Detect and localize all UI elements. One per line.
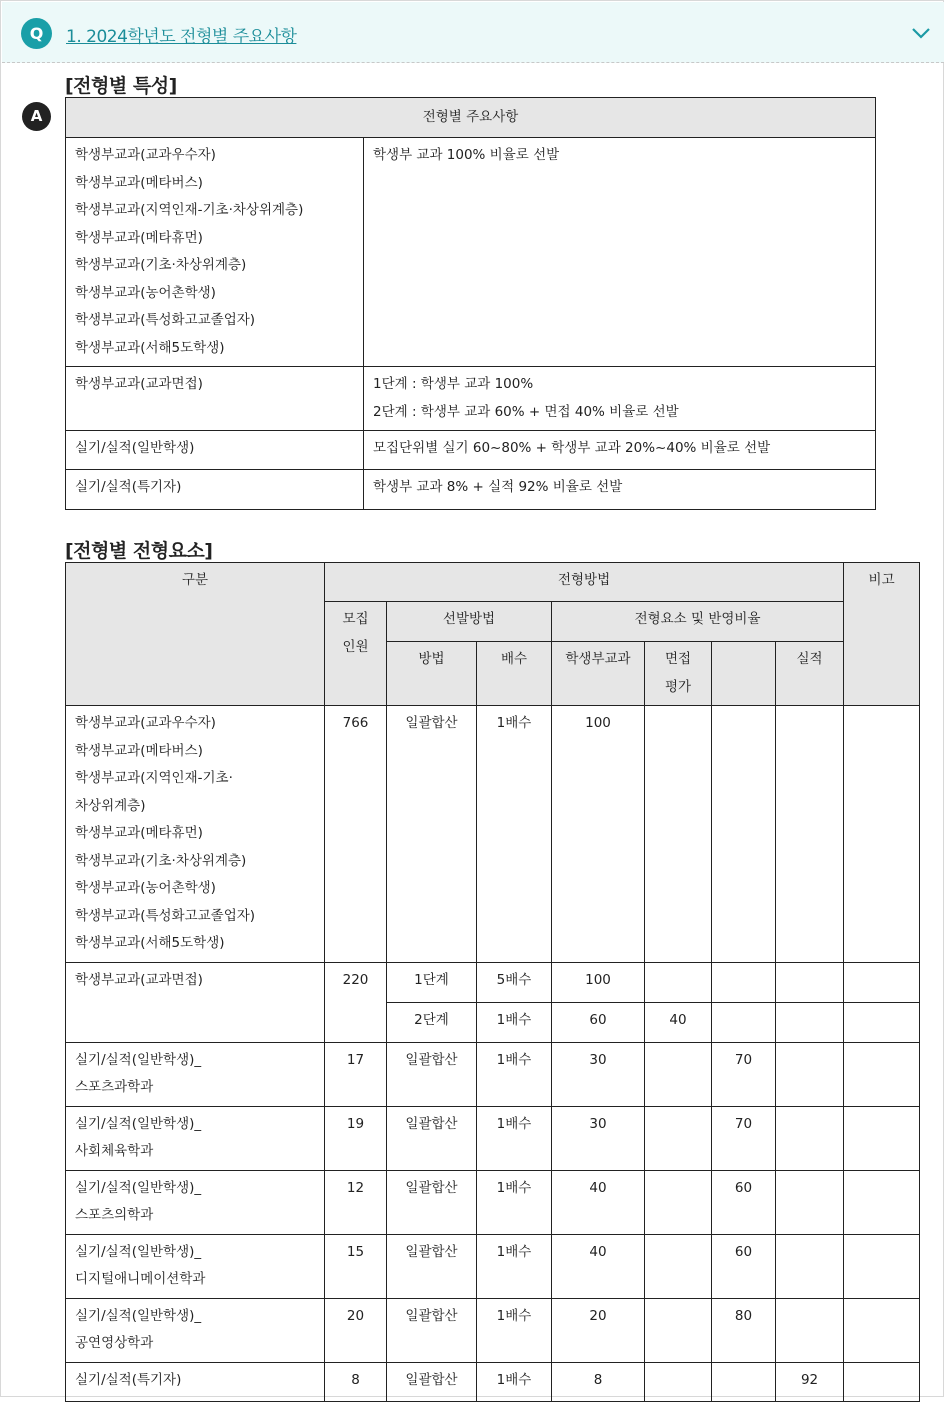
category-cell bbox=[66, 706, 325, 963]
table-row bbox=[66, 138, 876, 367]
school-cell: 20 bbox=[552, 1298, 645, 1362]
admission-type-cell bbox=[66, 367, 364, 431]
features-table-header: 전형별 주요사항 bbox=[66, 98, 876, 138]
remarks-cell bbox=[844, 706, 920, 963]
quota-cell: 20 bbox=[325, 1298, 387, 1362]
method-cell: 1단계 bbox=[387, 962, 477, 1002]
admission-type-cell bbox=[66, 138, 364, 367]
practical-cell: 60 bbox=[712, 1170, 776, 1234]
cell-line: 실기/실적(일반학생)_ bbox=[75, 1307, 202, 1324]
method-cell: 일괄합산 bbox=[387, 1298, 477, 1362]
achievement-cell bbox=[776, 1042, 844, 1106]
cell-line: 차상위계층) bbox=[75, 797, 146, 814]
achievement-cell bbox=[776, 706, 844, 963]
cell-line: 학생부 교과 100% 비율로 선발 bbox=[373, 147, 560, 163]
cell-line: 학생부 교과 8% + 실적 92% 비율로 선발 bbox=[373, 479, 623, 495]
cell-line: 학생부교과(특성화고교졸업자) bbox=[75, 907, 256, 924]
interview-cell bbox=[645, 1042, 712, 1106]
header-interview: 면접 평가 bbox=[645, 642, 712, 706]
cell-line: 실기/실적(특기자) bbox=[75, 1371, 182, 1388]
interview-cell: 40 bbox=[645, 1002, 712, 1042]
method-cell: 일괄합산 bbox=[387, 1362, 477, 1401]
cell-line: 학생부교과(교과우수자) bbox=[75, 147, 216, 163]
table-row bbox=[66, 962, 920, 1002]
cell-line: 실기/실적(일반학생)_ bbox=[75, 1115, 202, 1132]
header-method-group: 전형방법 bbox=[325, 563, 844, 602]
interview-cell bbox=[645, 1170, 712, 1234]
multiple-cell: 1배수 bbox=[477, 1298, 552, 1362]
quota-cell: 12 bbox=[325, 1170, 387, 1234]
table-row bbox=[66, 1298, 920, 1362]
interview-cell bbox=[645, 962, 712, 1002]
achievement-cell: 92 bbox=[776, 1362, 844, 1401]
practical-cell bbox=[712, 962, 776, 1002]
table-row bbox=[66, 1234, 920, 1298]
category-cell bbox=[66, 1362, 325, 1401]
multiple-cell: 1배수 bbox=[477, 1170, 552, 1234]
section1-heading: [전형별 특성] bbox=[65, 75, 177, 97]
multiple-cell: 1배수 bbox=[477, 706, 552, 963]
chevron-down-icon[interactable] bbox=[910, 22, 932, 44]
table-row bbox=[66, 431, 876, 470]
cell-line: 1단계 : 학생부 교과 100% bbox=[373, 376, 534, 392]
remarks-cell bbox=[844, 1298, 920, 1362]
header-achievement: 실적 bbox=[776, 642, 844, 706]
school-cell: 40 bbox=[552, 1170, 645, 1234]
table-row bbox=[66, 1170, 920, 1234]
school-cell: 60 bbox=[552, 1002, 645, 1042]
multiple-cell: 1배수 bbox=[477, 1002, 552, 1042]
cell-line: 학생부교과(서해5도학생) bbox=[75, 935, 225, 951]
table-row bbox=[66, 1106, 920, 1170]
description-cell bbox=[364, 367, 876, 431]
practical-cell bbox=[712, 706, 776, 963]
cell-line: 사회체육학과 bbox=[75, 1143, 154, 1159]
multiple-cell: 5배수 bbox=[477, 962, 552, 1002]
description-cell bbox=[364, 431, 876, 470]
method-cell: 일괄합산 bbox=[387, 1170, 477, 1234]
category-cell bbox=[66, 962, 325, 1042]
table-row bbox=[66, 367, 876, 431]
quota-cell: 15 bbox=[325, 1234, 387, 1298]
header-quota: 모집 인원 bbox=[325, 602, 387, 706]
cell-line: 스포츠의학과 bbox=[75, 1207, 154, 1223]
interview-cell bbox=[645, 1298, 712, 1362]
school-cell: 100 bbox=[552, 962, 645, 1002]
cell-line: 학생부교과(지역인재-기초· bbox=[75, 770, 233, 786]
header-selection: 선발방법 bbox=[387, 602, 552, 642]
cell-line: 학생부교과(교과면접) bbox=[75, 971, 203, 988]
cell-line: 학생부교과(메타버스) bbox=[75, 174, 203, 191]
cell-line: 모집단위별 실기 60~80% + 학생부 교과 20%~40% 비율로 선발 bbox=[373, 440, 771, 456]
school-cell: 40 bbox=[552, 1234, 645, 1298]
cell-line: 스포츠과학과 bbox=[75, 1079, 154, 1095]
table-row bbox=[66, 470, 876, 510]
interview-cell bbox=[645, 1234, 712, 1298]
category-cell bbox=[66, 1170, 325, 1234]
interview-cell bbox=[645, 1362, 712, 1401]
achievement-cell bbox=[776, 1170, 844, 1234]
cell-line: 학생부교과(농어촌학생) bbox=[75, 284, 216, 301]
cell-line: 학생부교과(기초·차상위계층) bbox=[75, 852, 247, 869]
multiple-cell: 1배수 bbox=[477, 1362, 552, 1401]
remarks-cell bbox=[844, 1234, 920, 1298]
section2-heading: [전형별 전형요소] bbox=[65, 540, 213, 562]
cell-line: 공연영상학과 bbox=[75, 1335, 154, 1351]
description-cell bbox=[364, 138, 876, 367]
interview-cell bbox=[645, 1106, 712, 1170]
header-blank bbox=[712, 642, 776, 706]
category-cell bbox=[66, 1234, 325, 1298]
method-cell: 2단계 bbox=[387, 1002, 477, 1042]
practical-cell: 70 bbox=[712, 1042, 776, 1106]
multiple-cell: 1배수 bbox=[477, 1042, 552, 1106]
description-cell bbox=[364, 470, 876, 510]
cell-line: 디지털애니메이션학과 bbox=[75, 1271, 206, 1287]
multiple-cell: 1배수 bbox=[477, 1234, 552, 1298]
school-cell: 100 bbox=[552, 706, 645, 963]
cell-line: 학생부교과(메타휴먼) bbox=[75, 825, 203, 841]
quota-cell: 220 bbox=[325, 962, 387, 1042]
question-title-link[interactable]: 1. 2024학년도 전형별 주요사항 bbox=[66, 27, 297, 47]
admission-type-cell bbox=[66, 431, 364, 470]
table-row bbox=[66, 706, 920, 963]
remarks-cell bbox=[844, 1106, 920, 1170]
practical-cell: 60 bbox=[712, 1234, 776, 1298]
quota-cell: 766 bbox=[325, 706, 387, 963]
practical-cell: 80 bbox=[712, 1298, 776, 1362]
header-remarks: 비고 bbox=[844, 563, 920, 706]
method-cell: 일괄합산 bbox=[387, 1234, 477, 1298]
remarks-cell bbox=[844, 1170, 920, 1234]
method-cell: 일괄합산 bbox=[387, 1042, 477, 1106]
header-multiple: 배수 bbox=[477, 642, 552, 706]
category-cell bbox=[66, 1042, 325, 1106]
category-cell bbox=[66, 1106, 325, 1170]
quota-cell: 8 bbox=[325, 1362, 387, 1401]
achievement-cell bbox=[776, 1106, 844, 1170]
achievement-cell bbox=[776, 962, 844, 1002]
table-row bbox=[66, 1362, 920, 1401]
features-table bbox=[65, 97, 876, 510]
school-cell: 30 bbox=[552, 1106, 645, 1170]
method-cell: 일괄합산 bbox=[387, 706, 477, 963]
header-school_record: 학생부교과 bbox=[552, 642, 645, 706]
cell-line: 학생부교과(교과우수자) bbox=[75, 715, 216, 731]
header-category: 구분 bbox=[66, 563, 325, 706]
remarks-cell bbox=[844, 962, 920, 1002]
quota-cell: 17 bbox=[325, 1042, 387, 1106]
cell-line: 2단계 : 학생부 교과 60% + 면접 40% 비율로 선발 bbox=[373, 403, 679, 420]
remarks-cell bbox=[844, 1002, 920, 1042]
method-cell: 일괄합산 bbox=[387, 1106, 477, 1170]
question-header[interactable] bbox=[2, 2, 944, 63]
cell-line: 학생부교과(특성화고교졸업자) bbox=[75, 312, 256, 328]
question-icon: Q bbox=[21, 18, 52, 49]
cell-line: 실기/실적(일반학생)_ bbox=[75, 1179, 202, 1196]
table-row bbox=[66, 1042, 920, 1106]
quota-cell: 19 bbox=[325, 1106, 387, 1170]
header-elements: 전형요소 및 반영비율 bbox=[552, 602, 844, 642]
cell-line: 학생부교과(메타버스) bbox=[75, 742, 203, 759]
cell-line: 학생부교과(메타휴먼) bbox=[75, 229, 203, 246]
cell-line: 실기/실적(일반학생) bbox=[75, 440, 195, 456]
cell-line: 실기/실적(일반학생)_ bbox=[75, 1051, 202, 1068]
cell-line: 학생부교과(서해5도학생) bbox=[75, 339, 225, 356]
admission-type-cell bbox=[66, 470, 364, 510]
cell-line: 학생부교과(교과면접) bbox=[75, 376, 203, 392]
multiple-cell: 1배수 bbox=[477, 1106, 552, 1170]
achievement-cell bbox=[776, 1298, 844, 1362]
cell-line: 학생부교과(기초·차상위계층) bbox=[75, 257, 247, 273]
practical-cell: 70 bbox=[712, 1106, 776, 1170]
achievement-cell bbox=[776, 1002, 844, 1042]
practical-cell bbox=[712, 1002, 776, 1042]
elements-table bbox=[65, 562, 920, 1402]
answer-icon: A bbox=[22, 102, 51, 131]
interview-cell bbox=[645, 706, 712, 963]
cell-line: 학생부교과(농어촌학생) bbox=[75, 880, 216, 896]
category-cell bbox=[66, 1298, 325, 1362]
achievement-cell bbox=[776, 1234, 844, 1298]
cell-line: 실기/실적(특기자) bbox=[75, 479, 182, 495]
school-cell: 30 bbox=[552, 1042, 645, 1106]
cell-line: 실기/실적(일반학생)_ bbox=[75, 1243, 202, 1260]
header-method: 방법 bbox=[387, 642, 477, 706]
remarks-cell bbox=[844, 1362, 920, 1401]
school-cell: 8 bbox=[552, 1362, 645, 1401]
remarks-cell bbox=[844, 1042, 920, 1106]
cell-line: 학생부교과(지역인재-기초·차상위계층) bbox=[75, 202, 304, 218]
practical-cell bbox=[712, 1362, 776, 1401]
